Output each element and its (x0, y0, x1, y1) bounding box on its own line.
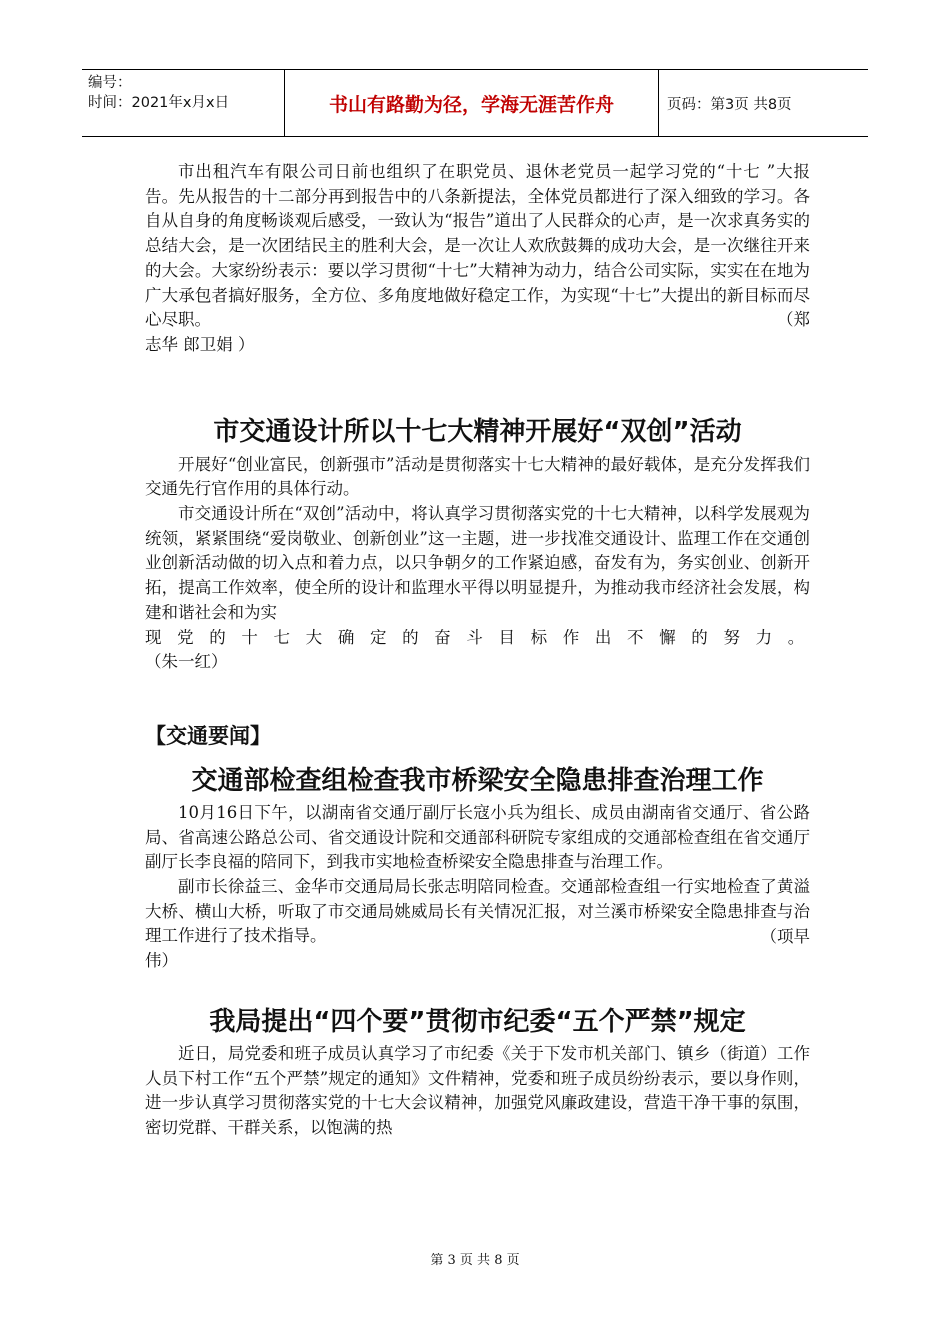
document-time-label: 时间：2021年x月x日 (88, 95, 230, 111)
document-body (145, 160, 810, 1141)
article3-title: 交通部检查组检查我市桥梁安全隐患排查治理工作 (191, 765, 764, 796)
article2-author: （朱一红） (145, 652, 228, 672)
document-number-label: 编号： (88, 75, 132, 91)
article1-body: 市出租汽车有限公司日前也组织了在职党员、退休老党员一起学习党的“十七 ”大报告。先从报告的十二部分再到报告中的八条新提法，全体党员都进行了深入细致的学习。各自从自身的角度畅谈观后感受，一致认为“报告”道出了人民群众的心声，是一次求真务实的总结大会，是一次团结民主的胜利大会，是一次让人欢欣鼓舞的成功大会，是一次继往开来的大会。大家纷纷表示：要以学习贯彻“十七”大精神为动力，结合公司实际，实实在在地为广大承包者搞好服务，全方位、多角度地做好稳定工作，为实现“十七”大提出的新目标而尽心尽职。 (145, 162, 810, 330)
section-heading-traffic-news: 【交通要闻】 (145, 723, 271, 748)
page-footer: 第 3 页 共 8 页 (430, 1253, 520, 1268)
header-page-info: 页码：第3页 共8页 (667, 96, 792, 113)
article1-author-open: （郑 (777, 310, 810, 330)
article2-paragraph-2: 市交通设计所在“双创”活动中，将认真学习贯彻落实党的十七大精神，以科学发展观为统领，紧紧围绕“爱岗敬业、创新创业”这一主题，进一步找准交通设计、监理工作在交通创业创新活动做的切入点和着力点，以只争朝夕的工作紧迫感，奋发有为，务实创业、创新开拓，提高工作效率，使全所的设计和监理水平得以明显提升，为推动我市经济社会发展，构建和谐社会和为实 (145, 504, 810, 622)
article1-author-close: 志华 郎卫娟 ） (145, 334, 255, 354)
header-motto: 书山有路勤为径，学海无涯苦作舟 (285, 70, 659, 136)
page-header (82, 69, 868, 137)
article3-author-close: 伟） (145, 951, 178, 971)
header-meta (82, 70, 285, 136)
article2-paragraph-2-last: 现党的十七大确定的奋斗目标作出不懈的努力。 (145, 627, 810, 647)
article3-author-open: （项早 (760, 926, 810, 946)
article4-title: 我局提出“四个要”贯彻市纪委“五个严禁”规定 (209, 1006, 746, 1037)
article3-paragraph-1: 10月16日下午，以湖南省交通厅副厅长寇小兵为组长、成员由湖南省交通厅、省公路局、省高速公路总公司、省交通设计院和交通部科研院专家组成的交通部检查组在省交通厅副厅长李良福的陪同下，到我市实地检查桥梁安全隐患排查与治理工作。 (145, 802, 810, 872)
article3-paragraph-2: 副市长徐益三、金华市交通局局长张志明陪同检查。交通部检查组一行实地检查了黄溢大桥、横山大桥，听取了市交通局姚威局长有关情况汇报，对兰溪市桥梁安全隐患排查与治理工作进行了技术指导。 (145, 877, 810, 946)
article2-paragraph-1: 开展好“创业富民，创新强市”活动是贯彻落实十七大精神的最好载体，是充分发挥我们交通先行官作用的具体行动。 (145, 454, 810, 499)
article2-title: 市交通设计所以十七大精神开展好“双创”活动 (213, 416, 742, 447)
article4-paragraph-1: 近日，局党委和班子成员认真学习了市纪委《关于下发市机关部门、镇乡（街道）工作人员下村工作“五个严禁”规定的通知》文件精神，党委和班子成员纷纷表示，要以身作则，进一步认真学习贯彻落实党的十七大会议精神，加强党风廉政建设，营造干净干事的氛围，密切党群、干群关系，以饱满的热 (145, 1043, 810, 1138)
